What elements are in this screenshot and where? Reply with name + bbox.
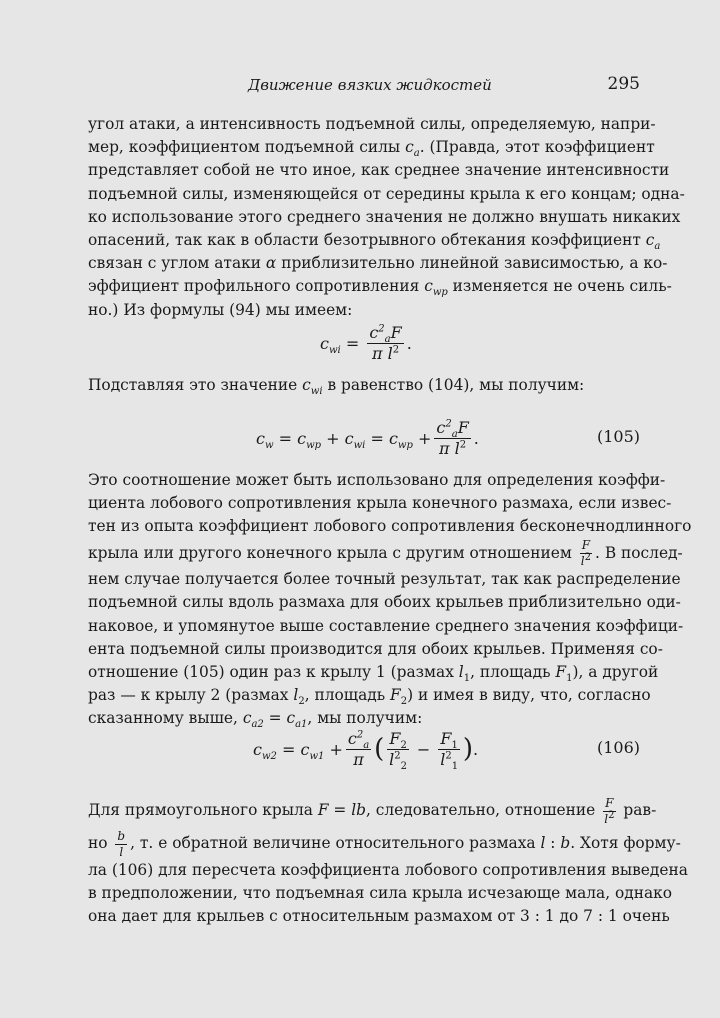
text-line: крыла или другого конечного крыла с другим отношением $\frac{F}{l^2}$ . В послед- [88, 538, 683, 569]
text-line: в предположении, что подъемная сила крыла исчезающе мала, однако [88, 884, 673, 903]
text-line: эффициент профильного сопротивления $c_{wp}$ изменяется не очень силь- [88, 277, 672, 299]
text-line: связан с углом атаки α приблизительно линейной зависимостью, а ко- [88, 254, 668, 273]
text-line: она дает для крыльев с относительным размахом от 3 : 1 до 7 : 1 очень [88, 907, 670, 926]
page-number: 295 [607, 74, 640, 94]
text-line: нем случае получается более точный результат, так как распределение [88, 570, 681, 589]
paragraph-4 [88, 793, 688, 929]
text-line: ла (106) для пересчета коэффициента лобового сопротивления выведена [88, 861, 688, 879]
paragraph-2 [88, 374, 640, 397]
text-line: Это соотношение может быть использовано для определения коэффи- [88, 471, 666, 489]
equation-105: $c_w$ = $c_{wp}$ + $c_{wi}$ = $c_{wp}$ + $\frac{c^2_aF}{\pi l^2}$ . (105) [256, 417, 640, 458]
text-line: подъемной силы, изменяющейся от середины крыла к его концам; одна- [88, 184, 685, 203]
equation-number: (106) [596, 738, 640, 757]
text-line: мер, коэффициентом подъемной силы $c_a$. (Правда, этот коэффициент [88, 138, 655, 160]
text-line: раз — к крылу 2 (размах $l_2$, площадь $F_2$) и имея в виду, что, согласно [88, 686, 651, 708]
equation-number: (105) [596, 427, 640, 446]
paragraph-1 [88, 113, 685, 322]
text-line: сказанному выше, $c_{a2} = c_{a1}$, мы получим: [88, 709, 423, 731]
equation-cwi: $c_{wi}$ = $\frac{c^2_aF}{\pi l^2}$ . [320, 322, 412, 363]
text-line: отношение (105) один раз к крылу 1 (размах $l_1$, площадь $F_1$), а другой [88, 662, 659, 684]
running-title: Движение вязких жидкостей [248, 76, 492, 94]
text-line: циента лобового сопротивления крыла конечного размаха, если извес- [88, 494, 672, 513]
text-line: Для прямоугольного крыла F = lb, следовательно, отношение $\frac{F}{l^2}$ рав- [88, 795, 657, 826]
text-line: ента подъемной силы производится для обоих крыльев. Применяя со- [88, 639, 663, 658]
text-line: подъемной силы вдоль размаха для обоих крыльев приблизительно оди- [88, 593, 681, 612]
text-line: ко использование этого среднего значения не должно внушать никаких [88, 207, 681, 226]
text-line: опасений, так как в области безотрывного обтекания коэффициент $c_a$ [88, 231, 661, 253]
paragraph-3 [88, 469, 692, 731]
page-header [88, 74, 640, 98]
text-line: угол атаки, а интенсивность подъемной силы, определяемую, напри- [88, 115, 656, 133]
equation-106: $c_{w2}$ = $c_{w1}$ + $\frac{c^2_a}{\pi}$ ( $\frac{F_2}{l^2_2}$ − $\frac{F_1}{l^2_1}$ ) . (106) [253, 728, 640, 772]
text-line: но.) Из формулы (94) мы имеем: [88, 300, 353, 319]
text-line: наковое, и упомянутое выше составление среднего значения коэффици- [88, 616, 684, 635]
text-line: представляет собой не что иное, как среднее значение интенсивности [88, 161, 670, 180]
text-line: Подставляя это значение $c_{wi}$ в равенство (104), мы получим: [88, 376, 585, 398]
text-line: но $\frac{b}{l}$ , т. е обратной величине относительного размаха l : b. Хотя форму- [88, 828, 681, 859]
text-line: тен из опыта коэффициент лобового сопротивления бесконечнодлинного [88, 517, 692, 536]
